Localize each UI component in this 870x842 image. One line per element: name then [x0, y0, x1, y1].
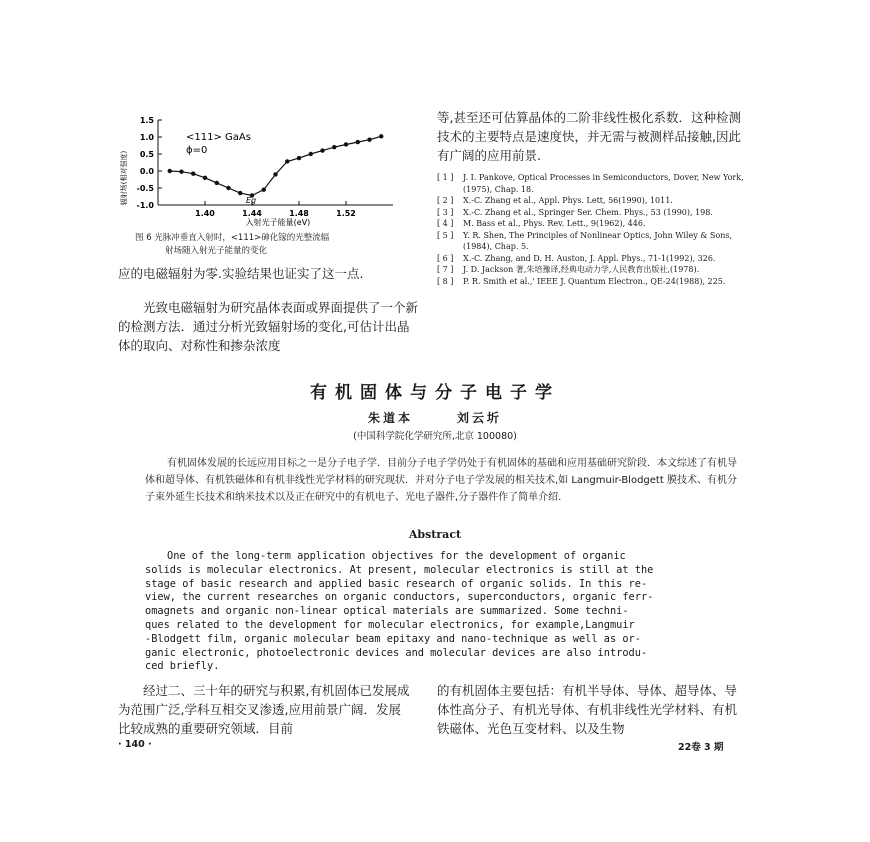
reference-item: [437, 253, 747, 265]
reference-number: [ 6 ]: [437, 253, 454, 263]
reference-text: J. I. Pankove, Optical Processes in Semiconductors, Dover, New York, (1975), Chap. 18.: [463, 173, 744, 194]
abstract-line: ques related to the development for molecular electronics, for example,Langmuir: [145, 618, 635, 631]
data-point: [344, 142, 348, 146]
reference-text: P. R. Smith et al.,' IEEE J. Quantum Electron., QE-24(1988), 225.: [463, 276, 726, 286]
reference-text: X.-C. Zhang, and D. H. Auston, J. Appl. Phys., 71-1(1992), 326.: [463, 253, 716, 263]
y-tick-label: 0.5: [139, 150, 154, 159]
data-point: [168, 169, 172, 173]
y-tick-label: 0.0: [139, 167, 154, 176]
data-point: [191, 172, 195, 176]
data-point: [203, 176, 207, 180]
article-affiliation: (中国科学院化学研究所,北京 100080): [353, 431, 517, 442]
chart-xlabel: 入射光子能量(eV): [245, 218, 311, 227]
abstract-line: view, the current researches on organic conductors, superconductors, organic ferr-: [145, 591, 654, 604]
abstract-line: omagnets and organic non-linear optical materials are summarized. Some techni-: [145, 605, 629, 618]
reference-number: [ 1 ]: [437, 173, 454, 182]
x-tick-label: 1.44: [242, 209, 262, 218]
reference-item: [437, 230, 747, 253]
reference-number: [ 2 ]: [437, 196, 454, 205]
body-text-right: 的有机固体主要包括：有机半导体、导体、超导体、导体性高分子、有机光导体、有机非线性光学材料、有机铁磁体、光色互变材料、以及生物: [437, 683, 738, 736]
reference-item: [437, 218, 747, 230]
reference-item: [437, 207, 747, 219]
data-point: [332, 145, 336, 149]
left-paragraph: 光致电磁辐射为研究晶体表面或界面提供了一个新的检测方法．通过分析光致辐射场的变化,可估计出晶体的取向、对称性和掺杂浓度: [118, 300, 419, 353]
data-point: [379, 134, 383, 138]
reference-item: [437, 264, 747, 276]
y-tick-label: -0.5: [136, 184, 154, 193]
data-point: [367, 138, 371, 142]
abstract-line: stage of basic research and applied basic research of organic solids. In this re-: [145, 577, 648, 590]
data-point: [226, 186, 230, 190]
left-continuation-text: 应的电磁辐射为零.实验结果也证实了这一点.: [118, 266, 364, 281]
reference-text: J. D. Jackson 著,朱培豫译,经典电动力学,人民教育出版社,(1978).: [463, 265, 700, 274]
figure-chart: [108, 100, 408, 250]
chart-legend-line1: <111> GaAs: [186, 132, 251, 143]
reference-list: [437, 172, 747, 287]
reference-number: [ 4 ]: [437, 219, 454, 228]
abstract-line: ced briefly.: [145, 660, 220, 673]
x-tick-label: 1.40: [195, 209, 215, 218]
author-name: 朱道本: [367, 411, 413, 425]
data-point: [309, 152, 313, 156]
chart-legend-line2: ϕ=0: [186, 145, 208, 156]
data-point: [215, 181, 219, 185]
data-point: [297, 156, 301, 160]
abstract-heading: Abstract: [408, 528, 462, 541]
article-authors: [0, 409, 870, 426]
reference-number: [ 8 ]: [437, 276, 454, 286]
issue-label: 22卷 3 期: [678, 742, 724, 753]
data-point: [238, 191, 242, 195]
reference-item: [437, 195, 747, 207]
x-tick-label: 1.48: [289, 209, 309, 218]
chinese-abstract: 有机固体发展的长远应用目标之一是分子电子学．目前分子电子学仍处于有机固体的基础和应用基础研究阶段．本文综述了有机导体和超导体、有机铁磁体和有机非线性光学材料的研究现状．并对分子电子学发展的相关技术,如 Langmuir-Blodgett 膜技术、有机分子束外延生长技术和纳米技术以及正在研究中的有机电子、光电子器件,分子器件作了简单介绍.: [145, 458, 737, 503]
english-abstract: [145, 550, 735, 674]
abstract-line: solids is molecular electronics. At present, molecular electronics is still at the: [145, 563, 654, 576]
reference-number: [ 3 ]: [437, 207, 454, 217]
reference-text: M. Bass et al., Phys. Rev. Lett., 9(1962), 446.: [463, 219, 646, 228]
data-point: [356, 140, 360, 144]
y-tick-label: 1.5: [139, 116, 154, 125]
page-number: · 140 ·: [118, 739, 152, 750]
reference-text: X.-C. Zhang et al., Springer Ser. Chem. Phys., 53 (1990), 198.: [463, 207, 713, 217]
reference-item: [437, 276, 747, 288]
data-point: [262, 188, 266, 192]
chart-eg-label: Eg: [246, 196, 257, 205]
reference-item: [437, 172, 747, 195]
chart-ylabel: 辐射场(相对强度): [120, 150, 128, 206]
figure-caption-line2: 射场随入射光子能量的变化: [165, 246, 268, 256]
y-tick-label: 1.0: [139, 133, 154, 142]
data-point: [273, 172, 277, 176]
chart-series: [168, 134, 384, 198]
abstract-line: ganic electronic, photoelectronic devices and molecular devices are also introdu-: [145, 646, 648, 659]
body-text-left: 经过二、三十年的研究与积累,有机固体已发展成为范围广泛,学科互相交叉渗透,应用前景广阔．发展比较成熟的重要研究领域．目前: [118, 683, 410, 736]
abstract-line: One of the long-term application objectives for the development of organic: [167, 550, 626, 562]
reference-number: [ 7 ]: [437, 265, 454, 274]
x-tick-label: 1.52: [336, 209, 356, 218]
reference-text: Y. R. Shen, The Principles of Nonlinear Optics, John Wiley & Sons, (1984), Chap. 5.: [463, 230, 733, 251]
data-point: [285, 159, 289, 163]
data-point: [320, 148, 324, 152]
y-tick-label: -1.0: [136, 201, 154, 210]
reference-number: [ 5 ]: [437, 230, 454, 240]
data-point: [179, 169, 183, 173]
right-paragraph: 等,甚至还可估算晶体的二阶非线性极化系数．这种检测技术的主要特点是速度快，并无需与被测样品接触,因此有广阔的应用前景.: [437, 110, 741, 163]
author-name: 刘云圻: [457, 411, 503, 425]
reference-text: X.-C. Zhang et al., Appl. Phys. Lett, 56(1990), 1011.: [463, 196, 673, 205]
figure-caption-line1: 图 6 光脉冲垂直入射时，<111>砷化镓的光整流辐: [135, 233, 330, 243]
figure-caption: [135, 232, 405, 258]
abstract-line: -Blodgett film, organic molecular beam epitaxy and nano-technique as well as or-: [145, 632, 641, 645]
article-title: 有机固体与分子电子学: [310, 383, 560, 403]
